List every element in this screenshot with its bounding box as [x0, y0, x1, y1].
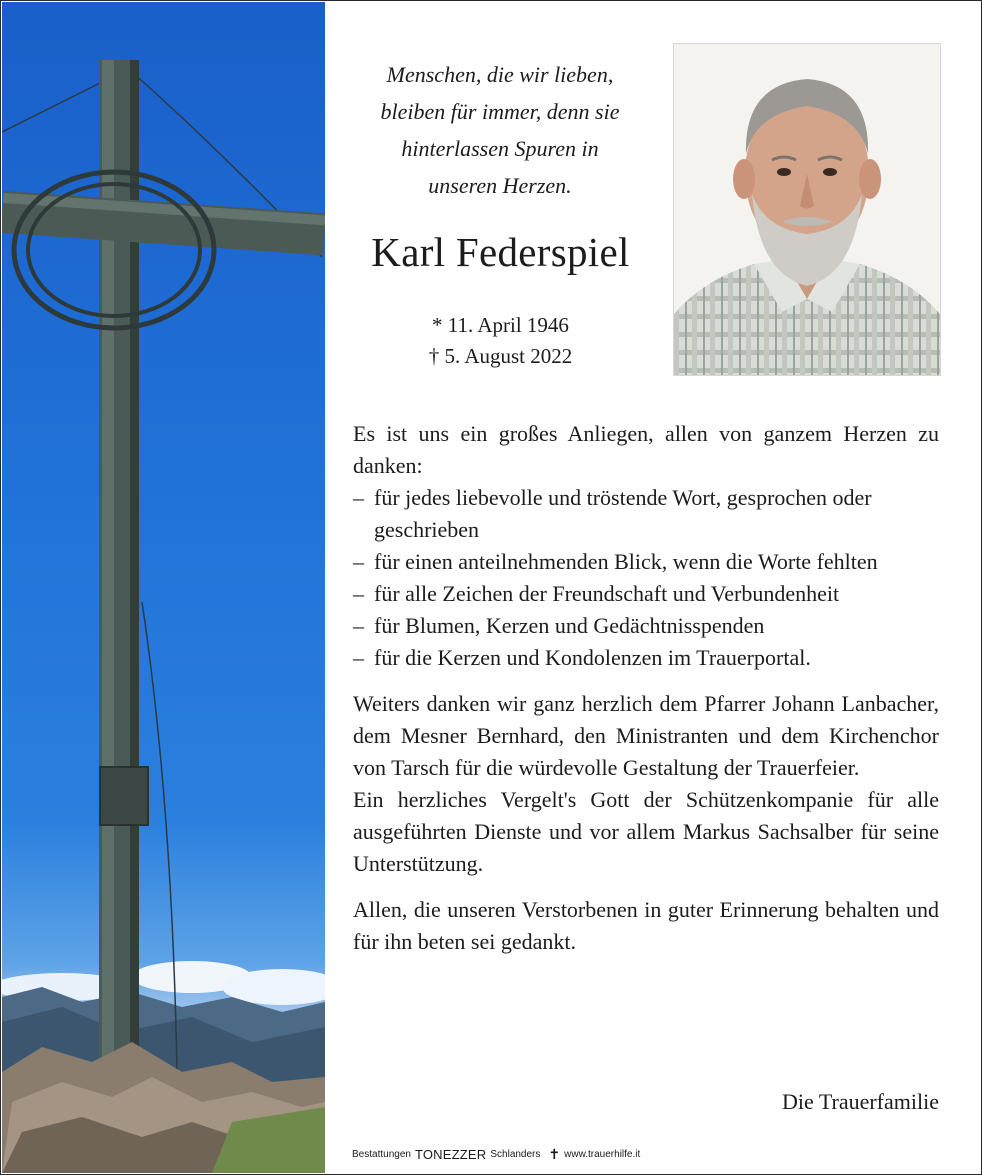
- deceased-name: Karl Federspiel: [371, 229, 630, 275]
- list-item: – für alle Zeichen der Freundschaft und Verbundenheit: [353, 578, 939, 610]
- quote-line: unseren Herzen.: [428, 173, 572, 198]
- death-date: † 5. August 2022: [428, 344, 573, 368]
- quote-line: bleiben für immer, denn sie: [380, 99, 620, 124]
- quote-line: hinterlassen Spuren in: [401, 136, 599, 161]
- footer-location: Schlanders: [490, 1149, 541, 1160]
- thanks-paragraph: Ein herzliches Vergelt's Gott der Schützenkompanie für alle ausgeführten Dienste und vor allem Markus Sachsalber für seine Unterstützung.: [353, 787, 939, 876]
- memorial-quote: [342, 56, 658, 204]
- footer-prefix: Bestattungen: [352, 1149, 411, 1160]
- summit-cross-illustration: [2, 2, 325, 1173]
- list-item: – für einen anteilnehmenden Blick, wenn die Worte fehlten: [353, 546, 939, 578]
- thanks-paragraph: Allen, die unseren Verstorbenen in guter Erinnerung behalten und für ihn beten sei gedankt.: [353, 897, 939, 954]
- cross-logo-icon: ✝: [548, 1146, 561, 1162]
- footer: [352, 1146, 952, 1163]
- portrait-illustration: [674, 44, 940, 375]
- summit-cross-photo: [2, 2, 325, 1173]
- list-item: – für jedes liebevolle und tröstende Wort, gesprochen oder geschrieben: [353, 482, 939, 546]
- life-dates: [348, 310, 653, 372]
- signature: Die Trauerfamilie: [781, 1089, 939, 1114]
- portrait-photo: [673, 43, 941, 376]
- birth-date: * 11. April 1946: [432, 313, 569, 337]
- thanks-list: [353, 482, 939, 674]
- website-link[interactable]: www.trauerhilfe.it: [564, 1149, 641, 1160]
- thanks-paragraph: Weiters danken wir ganz herzlich dem Pfarrer Johann Lanbacher, dem Mesner Bernhard, den Ministranten und dem Kirchenchor von Tarsch für die würdevolle Gestaltung der Trauerfeier.: [353, 691, 939, 780]
- quote-line: Menschen, die wir lieben,: [386, 62, 614, 87]
- list-item: – für die Kerzen und Kondolenzen im Trauerportal.: [353, 642, 939, 674]
- list-item: – für Blumen, Kerzen und Gedächtnisspenden: [353, 610, 939, 642]
- thanks-text: [353, 418, 939, 958]
- thanks-intro: Es ist uns ein großes Anliegen, allen von ganzem Herzen zu danken:: [353, 421, 939, 478]
- funeral-home-name: TONEZZER: [414, 1147, 487, 1162]
